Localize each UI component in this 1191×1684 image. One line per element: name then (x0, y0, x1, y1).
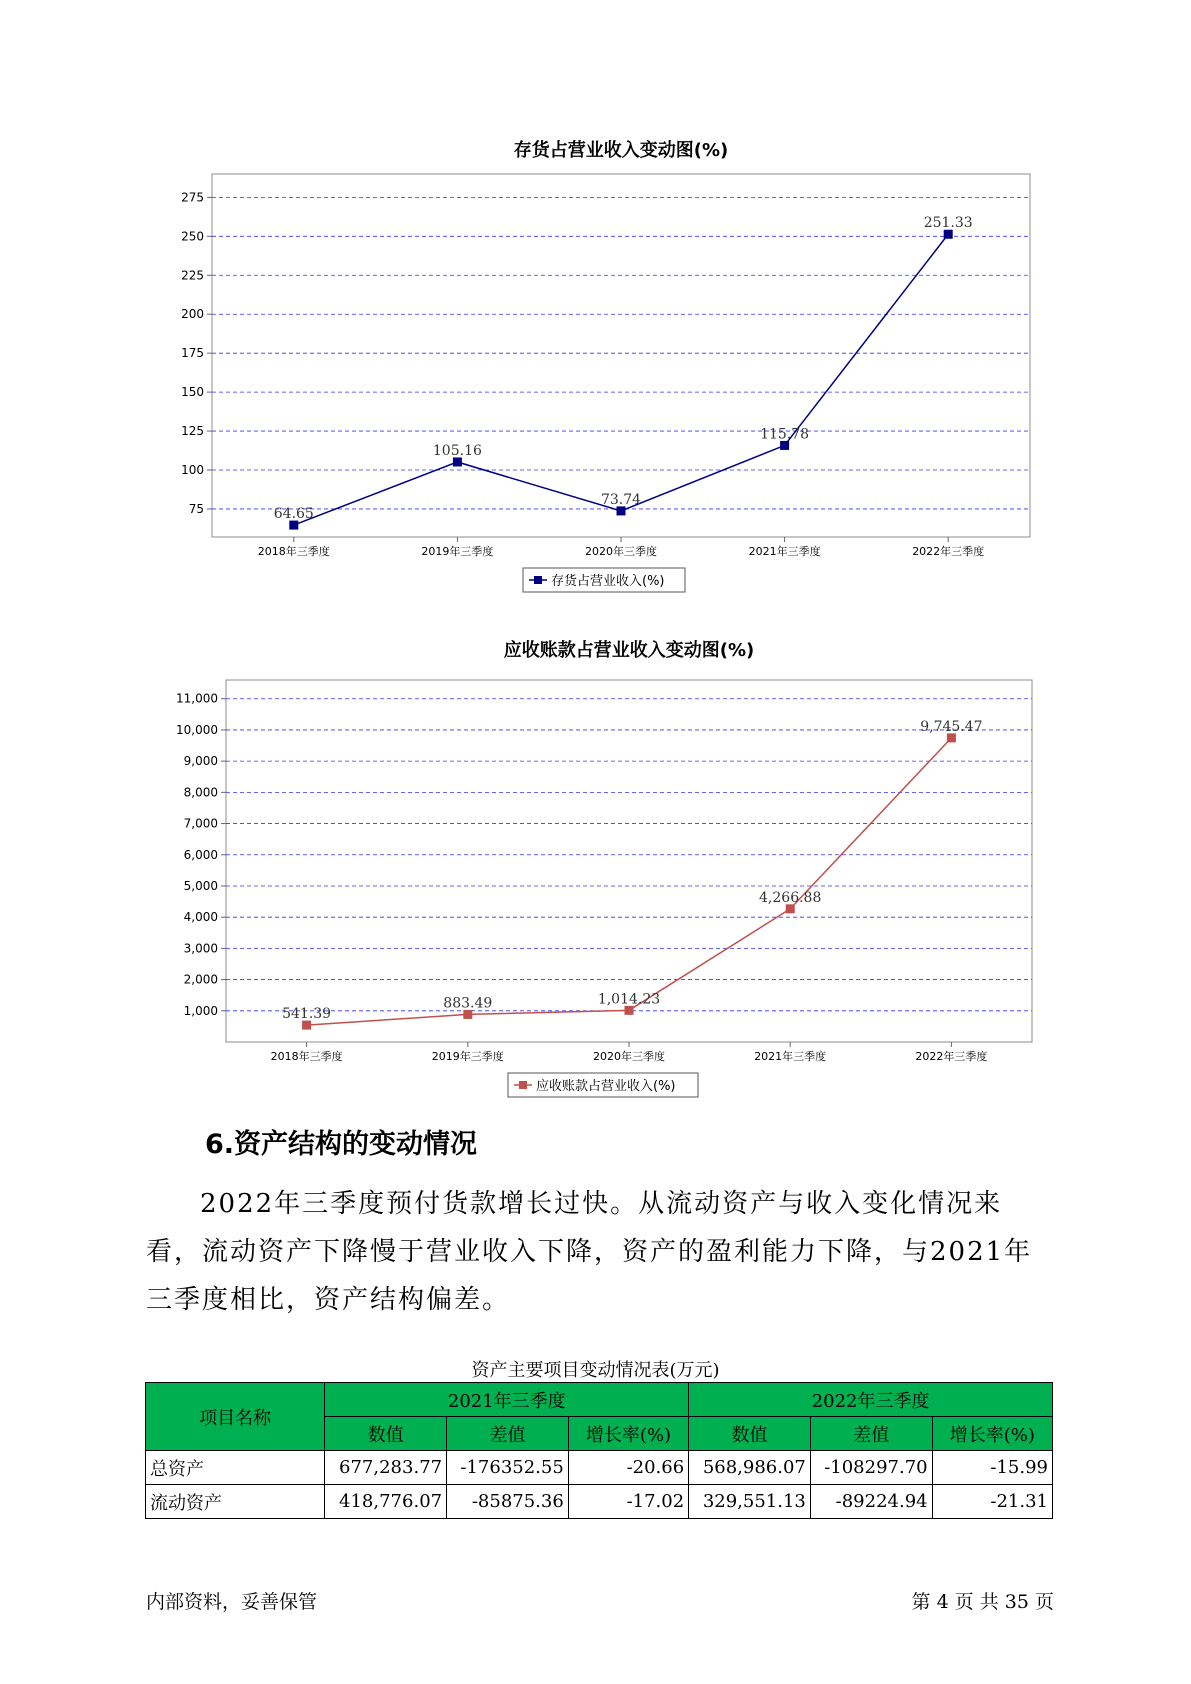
header-growth: 增长率(%) (932, 1417, 1052, 1451)
y-tick-label: 6,000 (183, 847, 218, 862)
chart-title: 存货占营业收入变动图(%) (513, 140, 729, 161)
y-tick-label: 200 (181, 307, 204, 322)
y-tick-label: 150 (181, 385, 204, 400)
x-tick-label: 2021年三季度 (754, 1050, 827, 1063)
header-item-name: 项目名称 (146, 1383, 325, 1451)
data-label: 1,014.23 (597, 991, 661, 1008)
table-cell: -85875.36 (447, 1485, 569, 1519)
table-row (146, 1451, 1053, 1485)
table-cell: -15.99 (932, 1451, 1052, 1485)
y-tick-label: 225 (181, 268, 204, 283)
y-tick-label: 11,000 (176, 691, 218, 706)
x-tick-label: 2022年三季度 (912, 545, 985, 558)
table-cell: -176352.55 (447, 1451, 569, 1485)
table-cell: -20.66 (568, 1451, 688, 1485)
section-paragraph: 2022年三季度预付货款增长过快。从流动资产与收入变化情况来看，流动资产下降慢于营业收入下降，资产的盈利能力下降，与2021年三季度相比，资产结构偏差。 (146, 1189, 1033, 1315)
data-label: 883.49 (443, 995, 493, 1012)
x-tick-label: 2019年三季度 (421, 545, 494, 558)
y-tick-label: 8,000 (183, 785, 218, 800)
data-label: 251.33 (923, 215, 973, 232)
data-label: 115.78 (760, 426, 810, 443)
table-cell: -108297.70 (810, 1451, 932, 1485)
legend-marker (534, 576, 542, 584)
table-cell: 568,986.07 (689, 1451, 811, 1485)
y-tick-label: 4,000 (183, 910, 218, 925)
header-diff: 差值 (447, 1417, 569, 1451)
chart-legend (523, 568, 685, 592)
y-tick-label: 125 (181, 424, 204, 439)
chart-legend (508, 1073, 698, 1097)
data-label: 541.39 (282, 1006, 332, 1023)
y-tick-label: 7,000 (183, 816, 218, 831)
table-cell: -89224.94 (810, 1485, 932, 1519)
y-tick-label: 5,000 (183, 878, 218, 893)
table-caption: 资产主要项目变动情况表(万元) (471, 1360, 720, 1381)
header-group-2021: 2021年三季度 (325, 1383, 689, 1417)
asset-change-table (145, 1382, 1053, 1519)
data-label: 4,266.88 (759, 889, 822, 906)
table-cell: 418,776.07 (325, 1485, 447, 1519)
data-label: 64.65 (273, 506, 314, 523)
y-tick-label: 175 (181, 346, 204, 361)
inventory-ratio-chart (0, 130, 1191, 600)
inventory-ratio-chart-svg (0, 130, 1191, 600)
x-tick-label: 2018年三季度 (257, 545, 330, 558)
legend-marker (519, 1081, 527, 1089)
y-tick-label: 2,000 (183, 972, 218, 987)
table-row (146, 1485, 1053, 1519)
header-growth: 增长率(%) (568, 1417, 688, 1451)
legend-label: 存货占营业收入(%) (551, 574, 665, 589)
footer-page-number: 第 4 页 共 35 页 (911, 1591, 1054, 1613)
table-cell: 677,283.77 (325, 1451, 447, 1485)
header-group-2022: 2022年三季度 (689, 1383, 1053, 1417)
y-tick-label: 9,000 (183, 754, 218, 769)
x-tick-label: 2022年三季度 (915, 1050, 988, 1063)
plot-area (226, 680, 1032, 1042)
table-cell: -17.02 (568, 1485, 688, 1519)
footer-confidential-note: 内部资料，妥善保管 (146, 1591, 318, 1613)
y-tick-label: 1,000 (183, 1003, 218, 1018)
chart-title: 应收账款占营业收入变动图(%) (503, 640, 755, 661)
y-tick-label: 10,000 (176, 722, 218, 737)
row-name: 流动资产 (146, 1485, 325, 1519)
header-diff: 差值 (810, 1417, 932, 1451)
receivables-ratio-chart (0, 630, 1191, 1095)
table-cell: -21.31 (932, 1485, 1052, 1519)
data-label: 73.74 (600, 491, 642, 508)
data-label: 9,745.47 (920, 718, 983, 735)
y-tick-label: 250 (181, 229, 204, 244)
x-tick-label: 2020年三季度 (585, 545, 657, 558)
header-value: 数值 (689, 1417, 811, 1451)
section-title: 6.资产结构的变动情况 (205, 1129, 478, 1160)
x-tick-label: 2021年三季度 (748, 545, 821, 558)
header-value: 数值 (325, 1417, 447, 1451)
y-tick-label: 100 (181, 463, 204, 478)
data-label: 105.16 (432, 442, 482, 459)
y-tick-label: 275 (181, 190, 204, 205)
receivables-ratio-chart-svg (0, 630, 1191, 1095)
row-name: 总资产 (146, 1451, 325, 1485)
x-tick-label: 2019年三季度 (431, 1050, 504, 1063)
x-tick-label: 2018年三季度 (270, 1050, 343, 1063)
table-cell: 329,551.13 (689, 1485, 811, 1519)
plot-area (212, 174, 1030, 537)
x-tick-label: 2020年三季度 (593, 1050, 665, 1063)
y-tick-label: 75 (188, 501, 204, 516)
legend-label: 应收账款占营业收入(%) (536, 1079, 676, 1094)
y-tick-label: 3,000 (183, 941, 218, 956)
